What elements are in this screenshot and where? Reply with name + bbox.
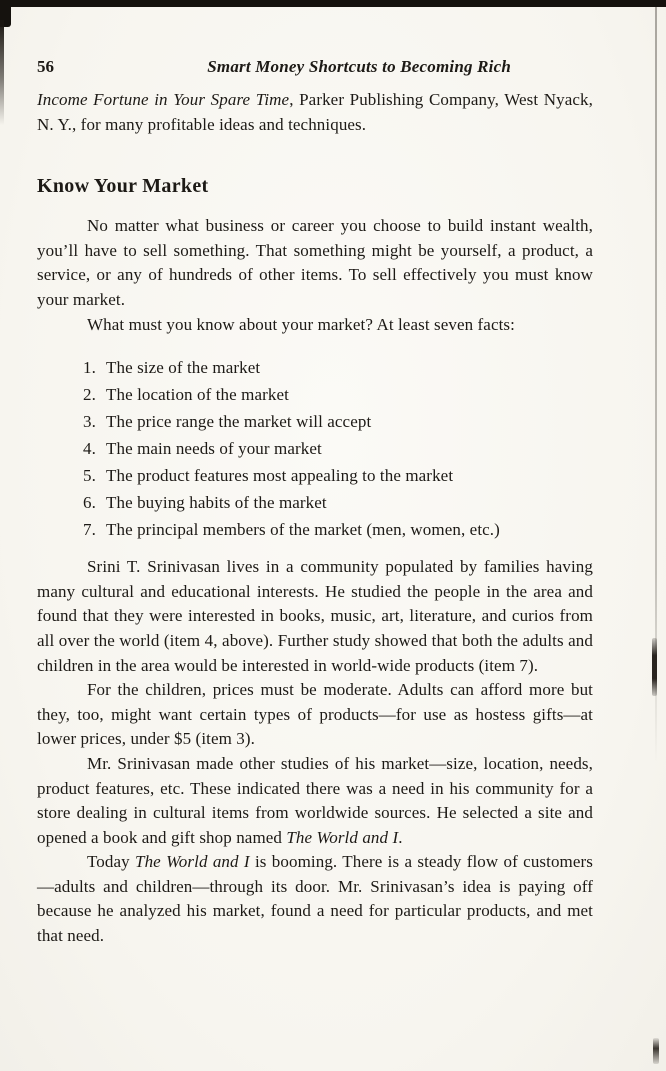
list-item-text: The principal members of the market (men, women, etc.) <box>106 520 500 540</box>
list-item-number: 5. <box>83 466 96 486</box>
list-item <box>83 489 593 516</box>
paragraph-seven-facts-intro: What must you know about your market? At least seven facts: <box>87 314 515 334</box>
list-item-number: 6. <box>83 493 96 513</box>
list-item <box>83 381 593 408</box>
shop-name-reference: The World and I <box>286 827 399 847</box>
list-item-text: The price range the market will accept <box>106 412 372 432</box>
section-heading: Know Your Market <box>37 175 209 198</box>
scan-right-edge-blot <box>652 638 657 696</box>
paragraph-text: Today <box>87 852 136 872</box>
list-item-text: The location of the market <box>106 385 289 405</box>
list-item-text: The main needs of your market <box>106 439 322 459</box>
scan-top-edge-artifact <box>0 0 666 7</box>
market-facts-list <box>37 354 593 543</box>
running-title: Smart Money Shortcuts to Becoming Rich <box>207 57 511 76</box>
list-item-number: 7. <box>83 520 96 540</box>
list-item <box>83 354 593 381</box>
list-item-text: The buying habits of the market <box>106 493 327 513</box>
continuation-text: , Parker Publishing Company, West Nyack, N. Y., for many profitable ideas and techniques. <box>37 90 593 134</box>
paragraph-text: . <box>398 827 403 847</box>
book-title-reference: Income Fortune in Your Spare Time <box>37 90 290 109</box>
list-item <box>83 435 593 462</box>
page-number: 56 <box>37 57 54 76</box>
paragraph-text: is booming. There is a steady flow of customers—adults and children—through its door. Mr. Srinivasan’s idea is paying off because he analyzed his market, found a need for particular products, and met that need. <box>37 852 594 946</box>
list-item-number: 3. <box>83 412 96 432</box>
continuation-paragraph <box>37 88 593 137</box>
scan-bottom-right-mark <box>653 1038 659 1064</box>
shop-name-reference: The World and I <box>135 852 250 872</box>
paragraph-other-studies <box>37 752 593 850</box>
list-item-text: The size of the market <box>106 358 261 378</box>
running-header <box>37 55 593 79</box>
paragraph-text: Mr. Srinivasan made other studies of his market—size, location, needs, product features, etc. These indicated there was a need in his community for a store dealing in cultural items from worldwide sources. He selected a site and opened a book and gift shop named <box>37 753 593 847</box>
list-item-text: The product features most appealing to the market <box>106 466 454 486</box>
page-content <box>37 55 593 949</box>
list-item-number: 4. <box>83 439 96 459</box>
list-item-number: 1. <box>83 358 96 378</box>
paragraph-booming <box>37 850 593 948</box>
paragraph-srinivasan-study: Srini T. Srinivasan lives in a community populated by families having many cultural and educational interests. He studied the people in the area and found that they were interested in books, music, art, literature, and curios from all over the world (item 4, above). Further study showed that both the adults and children in the area would be interested in world-wide products (item 7). <box>37 557 593 675</box>
paragraph-prices: For the children, prices must be moderate. Adults can afford more but they, too, might want certain types of products—for use as hostess gifts—at lower prices, under $5 (item 3). <box>37 680 593 749</box>
list-item-number: 2. <box>83 385 96 405</box>
scan-left-edge-artifact <box>0 20 4 125</box>
list-item <box>83 408 593 435</box>
paragraph-sell-something: No matter what business or career you choose to build instant wealth, you’ll have to sell something. That something might be yourself, a product, a service, or any of hundreds of other items. To sell effectively you must know your market. <box>37 216 593 309</box>
list-item <box>83 462 593 489</box>
list-item <box>83 516 593 543</box>
